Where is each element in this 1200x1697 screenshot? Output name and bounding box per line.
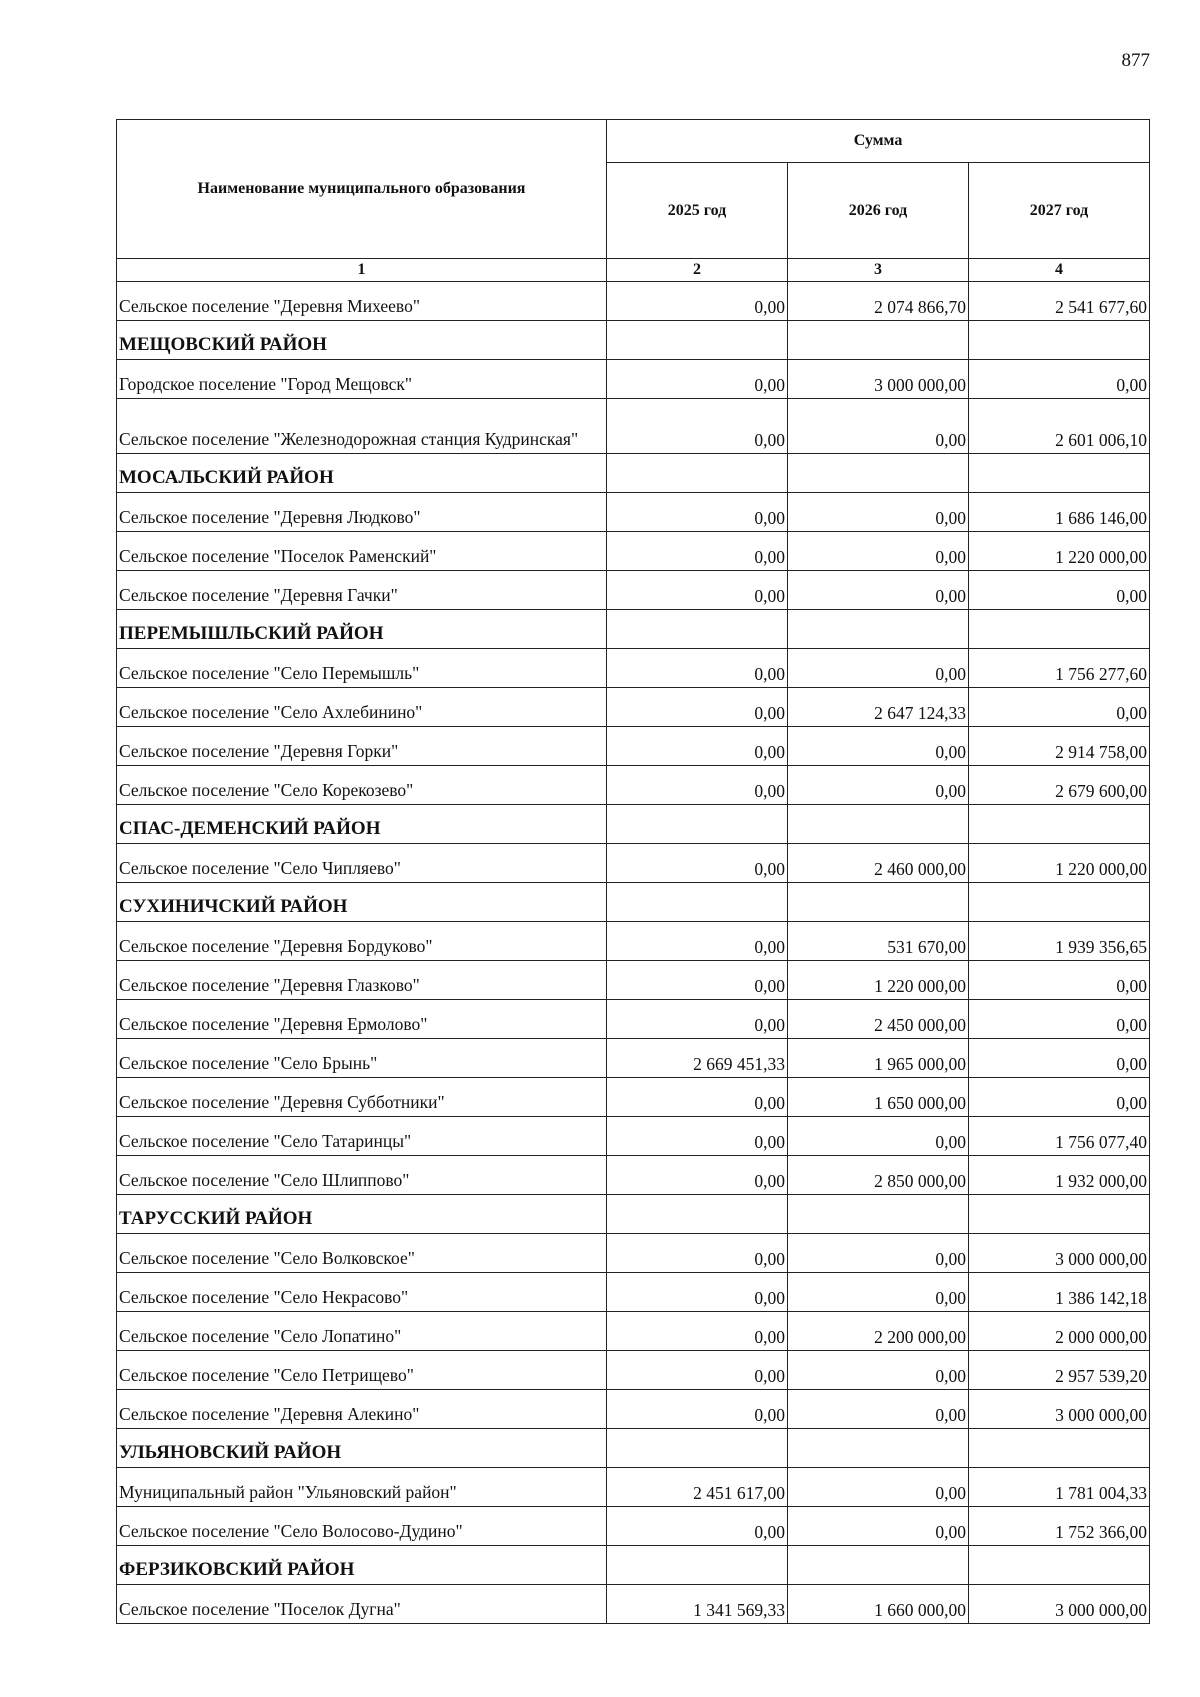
table-row: [117, 649, 1150, 688]
municipality-name: Сельское поселение "Деревня Горки": [117, 727, 607, 766]
amount-2025: 0,00: [607, 1078, 788, 1117]
amount-2026: 0,00: [788, 1117, 969, 1156]
amount-2025: 0,00: [607, 1390, 788, 1429]
amount-2025: 0,00: [607, 1312, 788, 1351]
table-row: [117, 1078, 1150, 1117]
amount-2025: [607, 883, 788, 922]
amount-2026: 1 220 000,00: [788, 961, 969, 1000]
amount-2027: 2 541 677,60: [969, 282, 1150, 321]
amount-2027: 2 914 758,00: [969, 727, 1150, 766]
amount-2025: 2 669 451,33: [607, 1039, 788, 1078]
amount-2027: 1 781 004,33: [969, 1468, 1150, 1507]
municipality-name: Сельское поселение "Село Брынь": [117, 1039, 607, 1078]
table-row: [117, 961, 1150, 1000]
amount-2026: 0,00: [788, 1273, 969, 1312]
amount-2027: 1 939 356,65: [969, 922, 1150, 961]
amount-2027: 1 220 000,00: [969, 844, 1150, 883]
amount-2025: [607, 454, 788, 493]
district-name: СПАС-ДЕМЕНСКИЙ РАЙОН: [117, 805, 607, 844]
amount-2025: 0,00: [607, 1351, 788, 1390]
municipality-name: Сельское поселение "Село Корекозево": [117, 766, 607, 805]
amount-2025: 0,00: [607, 727, 788, 766]
amount-2025: 0,00: [607, 1234, 788, 1273]
amount-2027: 1 686 146,00: [969, 493, 1150, 532]
header-name-column: Наименование муниципального образования: [117, 120, 607, 259]
municipality-name: Муниципальный район "Ульяновский район": [117, 1468, 607, 1507]
table-row: [117, 571, 1150, 610]
amount-2025: [607, 805, 788, 844]
table-row: [117, 493, 1150, 532]
amount-2026: 2 450 000,00: [788, 1000, 969, 1039]
municipality-name: Сельское поселение "Село Чипляево": [117, 844, 607, 883]
table-row: [117, 1000, 1150, 1039]
amount-2026: 2 074 866,70: [788, 282, 969, 321]
amount-2027: 0,00: [969, 961, 1150, 1000]
amount-2025: 0,00: [607, 282, 788, 321]
column-number: 4: [969, 259, 1150, 282]
amount-2027: 0,00: [969, 688, 1150, 727]
amount-2026: 0,00: [788, 1234, 969, 1273]
municipality-name: Сельское поселение "Деревня Михеево": [117, 282, 607, 321]
amount-2025: [607, 610, 788, 649]
column-number: 1: [117, 259, 607, 282]
amount-2026: 0,00: [788, 1351, 969, 1390]
amount-2027: [969, 610, 1150, 649]
amount-2027: 2 957 539,20: [969, 1351, 1150, 1390]
amount-2026: 0,00: [788, 399, 969, 454]
amount-2027: 0,00: [969, 1000, 1150, 1039]
amount-2026: 1 965 000,00: [788, 1039, 969, 1078]
amount-2027: 2 601 006,10: [969, 399, 1150, 454]
amount-2025: 0,00: [607, 1117, 788, 1156]
district-name: МЕЩОВСКИЙ РАЙОН: [117, 321, 607, 360]
district-row: [117, 805, 1150, 844]
amount-2027: 3 000 000,00: [969, 1234, 1150, 1273]
district-name: ТАРУССКИЙ РАЙОН: [117, 1195, 607, 1234]
district-name: СУХИНИЧСКИЙ РАЙОН: [117, 883, 607, 922]
amount-2025: 0,00: [607, 1273, 788, 1312]
amount-2026: 2 200 000,00: [788, 1312, 969, 1351]
table-row: [117, 1312, 1150, 1351]
amount-2025: 0,00: [607, 532, 788, 571]
municipality-name: Сельское поселение "Село Некрасово": [117, 1273, 607, 1312]
amount-2026: [788, 454, 969, 493]
district-name: УЛЬЯНОВСКИЙ РАЙОН: [117, 1429, 607, 1468]
table-row: [117, 922, 1150, 961]
amount-2025: 0,00: [607, 399, 788, 454]
amount-2027: 1 220 000,00: [969, 532, 1150, 571]
municipality-name: Городское поселение "Город Мещовск": [117, 360, 607, 399]
amount-2027: 0,00: [969, 1078, 1150, 1117]
amount-2027: [969, 883, 1150, 922]
amount-2027: [969, 454, 1150, 493]
amount-2026: [788, 1546, 969, 1585]
amount-2026: 531 670,00: [788, 922, 969, 961]
municipality-name: Сельское поселение "Деревня Гачки": [117, 571, 607, 610]
header-year-2027: 2027 год: [969, 163, 1150, 259]
page-number: 877: [1121, 50, 1150, 71]
district-name: МОСАЛЬСКИЙ РАЙОН: [117, 454, 607, 493]
table-row: [117, 1468, 1150, 1507]
amount-2026: 3 000 000,00: [788, 360, 969, 399]
municipality-name: Сельское поселение "Деревня Субботники": [117, 1078, 607, 1117]
amount-2027: 0,00: [969, 1039, 1150, 1078]
header-sum: Сумма: [607, 120, 1150, 163]
amount-2026: 0,00: [788, 649, 969, 688]
table-row: [117, 1234, 1150, 1273]
table-row: [117, 1390, 1150, 1429]
amount-2025: 0,00: [607, 844, 788, 883]
table-row: [117, 1156, 1150, 1195]
municipality-name: Сельское поселение "Село Лопатино": [117, 1312, 607, 1351]
municipality-name: Сельское поселение "Село Волосово-Дудино": [117, 1507, 607, 1546]
amount-2025: 0,00: [607, 493, 788, 532]
municipality-name: Сельское поселение "Село Ахлебинино": [117, 688, 607, 727]
table-row: [117, 360, 1150, 399]
municipality-name: Сельское поселение "Поселок Дугна": [117, 1585, 607, 1624]
amount-2027: [969, 321, 1150, 360]
district-row: [117, 321, 1150, 360]
table-row: [117, 1273, 1150, 1312]
table-body: [117, 282, 1150, 1624]
district-name: ПЕРЕМЫШЛЬСКИЙ РАЙОН: [117, 610, 607, 649]
municipality-name: Сельское поселение "Село Петрищево": [117, 1351, 607, 1390]
municipality-name: Сельское поселение "Поселок Раменский": [117, 532, 607, 571]
table-header: [117, 120, 1150, 282]
table-row: [117, 1117, 1150, 1156]
header-year-2026: 2026 год: [788, 163, 969, 259]
amount-2025: 0,00: [607, 1507, 788, 1546]
amount-2027: 1 756 277,60: [969, 649, 1150, 688]
amount-2027: 3 000 000,00: [969, 1585, 1150, 1624]
amount-2026: [788, 805, 969, 844]
amount-2025: 2 451 617,00: [607, 1468, 788, 1507]
amount-2025: 0,00: [607, 649, 788, 688]
municipality-name: Сельское поселение "Село Перемышль": [117, 649, 607, 688]
amount-2025: 0,00: [607, 1156, 788, 1195]
amount-2027: [969, 1195, 1150, 1234]
amount-2027: 1 386 142,18: [969, 1273, 1150, 1312]
amount-2027: 1 756 077,40: [969, 1117, 1150, 1156]
table-row: [117, 1507, 1150, 1546]
amount-2025: [607, 1429, 788, 1468]
municipality-name: Сельское поселение "Железнодорожная станция Кудринская": [117, 399, 607, 454]
amount-2026: 0,00: [788, 1507, 969, 1546]
amount-2027: 1 932 000,00: [969, 1156, 1150, 1195]
amount-2026: [788, 321, 969, 360]
budget-table: [116, 119, 1150, 1624]
column-number: 2: [607, 259, 788, 282]
amount-2026: 0,00: [788, 1468, 969, 1507]
amount-2026: 2 460 000,00: [788, 844, 969, 883]
amount-2026: 2 850 000,00: [788, 1156, 969, 1195]
amount-2025: 0,00: [607, 766, 788, 805]
district-row: [117, 454, 1150, 493]
amount-2027: 1 752 366,00: [969, 1507, 1150, 1546]
amount-2026: 1 650 000,00: [788, 1078, 969, 1117]
table-row: [117, 1039, 1150, 1078]
amount-2026: 1 660 000,00: [788, 1585, 969, 1624]
municipality-name: Сельское поселение "Деревня Людково": [117, 493, 607, 532]
amount-2025: 0,00: [607, 688, 788, 727]
amount-2025: 0,00: [607, 1000, 788, 1039]
table-row: [117, 727, 1150, 766]
table-row: [117, 282, 1150, 321]
amount-2027: [969, 1546, 1150, 1585]
amount-2027: 0,00: [969, 571, 1150, 610]
amount-2026: 0,00: [788, 766, 969, 805]
amount-2026: [788, 883, 969, 922]
amount-2027: [969, 1429, 1150, 1468]
amount-2025: 0,00: [607, 360, 788, 399]
municipality-name: Сельское поселение "Деревня Глазково": [117, 961, 607, 1000]
table-row: [117, 688, 1150, 727]
district-name: ФЕРЗИКОВСКИЙ РАЙОН: [117, 1546, 607, 1585]
amount-2025: 0,00: [607, 571, 788, 610]
amount-2025: 0,00: [607, 922, 788, 961]
amount-2027: [969, 805, 1150, 844]
amount-2025: [607, 1546, 788, 1585]
municipality-name: Сельское поселение "Деревня Ермолово": [117, 1000, 607, 1039]
table-row: [117, 399, 1150, 454]
amount-2026: 0,00: [788, 493, 969, 532]
amount-2026: 0,00: [788, 571, 969, 610]
municipality-name: Сельское поселение "Село Волковское": [117, 1234, 607, 1273]
district-row: [117, 1429, 1150, 1468]
amount-2025: [607, 1195, 788, 1234]
amount-2026: 0,00: [788, 532, 969, 571]
header-year-2025: 2025 год: [607, 163, 788, 259]
table-row: [117, 844, 1150, 883]
amount-2026: 0,00: [788, 727, 969, 766]
district-row: [117, 883, 1150, 922]
amount-2026: 2 647 124,33: [788, 688, 969, 727]
district-row: [117, 1195, 1150, 1234]
amount-2026: [788, 610, 969, 649]
amount-2026: [788, 1429, 969, 1468]
district-row: [117, 1546, 1150, 1585]
amount-2026: 0,00: [788, 1390, 969, 1429]
amount-2025: 0,00: [607, 961, 788, 1000]
table-row: [117, 532, 1150, 571]
table-row: [117, 766, 1150, 805]
municipality-name: Сельское поселение "Деревня Бордуково": [117, 922, 607, 961]
district-row: [117, 610, 1150, 649]
table-row: [117, 1351, 1150, 1390]
amount-2025: [607, 321, 788, 360]
column-number: 3: [788, 259, 969, 282]
amount-2025: 1 341 569,33: [607, 1585, 788, 1624]
amount-2027: 3 000 000,00: [969, 1390, 1150, 1429]
amount-2027: 0,00: [969, 360, 1150, 399]
municipality-name: Сельское поселение "Село Шлиппово": [117, 1156, 607, 1195]
amount-2027: 2 679 600,00: [969, 766, 1150, 805]
municipality-name: Сельское поселение "Село Татаринцы": [117, 1117, 607, 1156]
table-row: [117, 1585, 1150, 1624]
municipality-name: Сельское поселение "Деревня Алекино": [117, 1390, 607, 1429]
amount-2027: 2 000 000,00: [969, 1312, 1150, 1351]
amount-2026: [788, 1195, 969, 1234]
